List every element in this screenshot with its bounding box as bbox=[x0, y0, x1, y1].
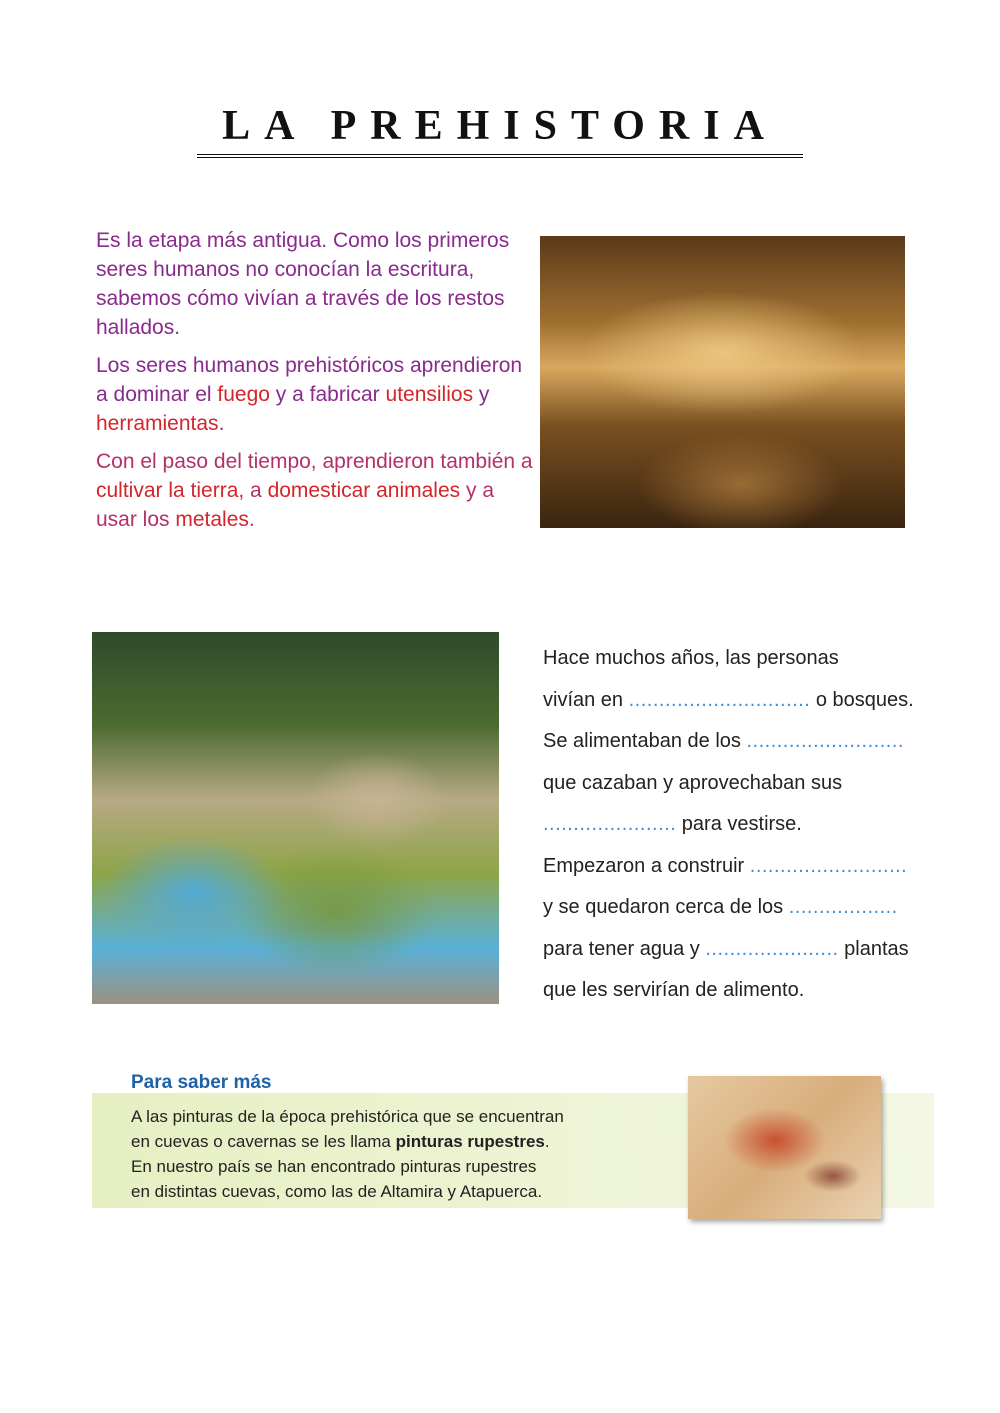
exercise-line-6 bbox=[543, 846, 943, 888]
keyword-utensilios: utensilios bbox=[385, 383, 474, 406]
text-run: plantas bbox=[838, 937, 909, 960]
page-title: LA PREHISTORIA bbox=[197, 100, 803, 158]
text-run: y se quedaron cerca de los bbox=[543, 896, 789, 918]
intro-paragraph-2 bbox=[96, 351, 536, 438]
cave-photo bbox=[540, 236, 905, 528]
keyword-fuego: fuego bbox=[217, 383, 270, 406]
exercise-line-9: que les servirían de alimento. bbox=[543, 979, 805, 1001]
text-run: , a bbox=[238, 479, 268, 502]
text-run: y bbox=[473, 383, 490, 406]
keyword-cultivar: cultivar la tierra bbox=[96, 479, 239, 502]
blank-field[interactable]: .................. bbox=[788, 896, 898, 918]
more-info-text bbox=[131, 1104, 671, 1204]
cave-painting-bison-image bbox=[688, 1076, 881, 1219]
text-run: Los seres humanos prehistóricos aprendieron a dominar el bbox=[96, 354, 523, 406]
blank-field[interactable]: .......................... bbox=[749, 854, 908, 877]
text-run: Empezaron a construir bbox=[543, 854, 750, 877]
text-run: para vestirse. bbox=[676, 813, 802, 835]
text-run: Con el paso del tiempo, aprendieron también a bbox=[96, 450, 533, 473]
keyword-metales: metales bbox=[175, 508, 249, 531]
text-run: en cuevas o cavernas se les llama bbox=[131, 1132, 396, 1151]
text-run: Se alimentaban de los bbox=[543, 730, 747, 752]
fill-in-exercise bbox=[543, 638, 943, 1012]
intro-paragraph-3 bbox=[96, 447, 536, 534]
more-info-line: en distintas cuevas, como las de Altamira y Atapuerca. bbox=[131, 1182, 543, 1201]
intro-text bbox=[96, 226, 536, 543]
more-info-line: A las pinturas de la época prehistórica que se encuentran bbox=[131, 1107, 564, 1126]
keyword-pinturas-rupestres: pinturas rupestres bbox=[395, 1132, 545, 1151]
text-run: para tener agua y bbox=[543, 937, 706, 960]
more-info-title: Para saber más bbox=[131, 1072, 272, 1093]
exercise-line-4: que cazaban y aprovechaban sus bbox=[543, 771, 843, 794]
exercise-line-1: Hace muchos años, las personas bbox=[543, 647, 839, 669]
exercise-line-5 bbox=[543, 804, 943, 846]
blank-field[interactable]: .......................... bbox=[746, 730, 904, 752]
text-run: y a usar los bbox=[96, 479, 495, 531]
more-info-line bbox=[131, 1129, 671, 1154]
exercise-line-8 bbox=[543, 929, 943, 971]
keyword-domesticar: domesticar animales bbox=[267, 479, 461, 502]
text-run: y a fabricar bbox=[269, 383, 386, 406]
text-run: . bbox=[218, 412, 225, 435]
exercise-line-7 bbox=[543, 887, 943, 929]
exercise-line-2 bbox=[543, 680, 943, 722]
prehistoric-camp-illustration bbox=[92, 632, 499, 1004]
keyword-herramientas: herramientas bbox=[96, 412, 219, 435]
blank-field[interactable]: ...................... bbox=[543, 813, 677, 835]
text-run: o bosques. bbox=[810, 688, 914, 711]
intro-paragraph-1: Es la etapa más antigua. Como los primeros seres humanos no conocían la escritura, sabemos cómo vivían a través de los restos hallados. bbox=[96, 229, 510, 339]
text-run: vivían en bbox=[543, 688, 629, 711]
more-info-line: En nuestro país se han encontrado pinturas rupestres bbox=[131, 1157, 537, 1176]
exercise-line-3 bbox=[543, 721, 943, 763]
text-run: . bbox=[248, 508, 255, 531]
blank-field[interactable]: .............................. bbox=[628, 688, 811, 711]
blank-field[interactable]: ...................... bbox=[705, 937, 839, 960]
text-run: . bbox=[544, 1132, 550, 1151]
